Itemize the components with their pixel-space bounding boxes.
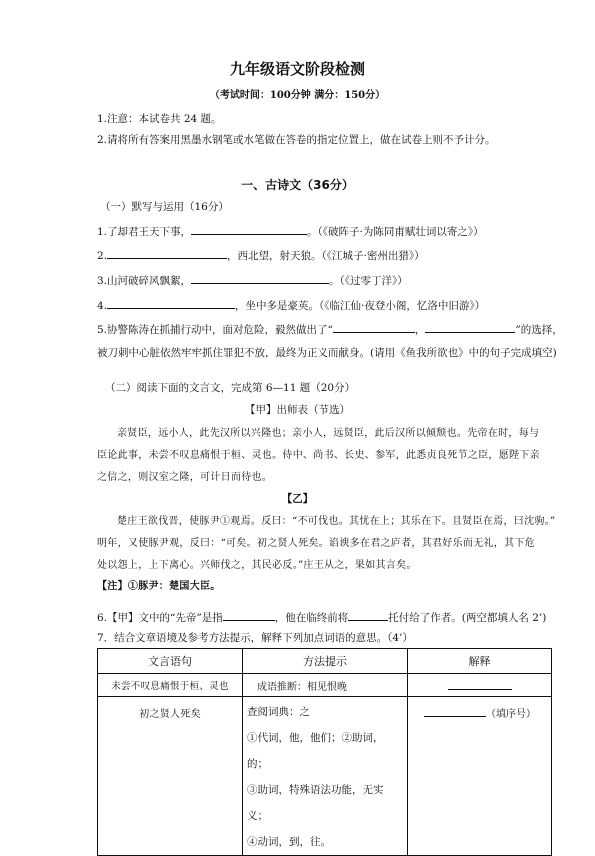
passage-b-line: 处以怨上，上下离心。兴师伐之，其民必反。”庄王从之，果如其言矣。 [97,560,417,571]
table-row [98,697,552,856]
hint-line: ④动词，到，往。 [247,836,331,848]
page-title: 九年级语文阶段检测 [229,60,365,78]
passage-b-heading: 【乙】 [281,493,314,505]
hint-line: ③助词，特殊语法功能，无实义； [247,784,384,822]
table-header: 文言语句 [98,649,243,674]
passage-a-heading: 【甲】出师表（节选） [245,404,350,416]
answer-blank[interactable] [425,321,515,333]
passage-a-line: 臣论此事，未尝不叹息痛恨于桓、灵也。侍中、尚书、长史、参军，此悉贞良死节之臣，愿陛下亲 [97,450,540,461]
question-2: 2. ，西北望，射天狼。（《江城子·密州出猎》） [97,247,425,263]
answer-blank[interactable] [107,247,227,259]
table-cell: 初之贤人死矣 [98,697,243,856]
answer-blank[interactable] [223,609,275,621]
table-cell: 未尝不叹息痛恨于桓、灵也 [98,674,243,697]
exam-info: （考试时间：100分钟 满分：150分） [209,90,386,101]
question-1: 1.了却君王天下事， 。（《破阵子·为陈同甫赋壮词以寄之》） [97,223,484,239]
question-6: 6.【甲】文中的“先帝”是指 ，他在临终前将 托付给了作者。(两空都填人名 2’) [97,609,546,625]
table-header: 方法提示 [243,649,408,674]
answer-blank[interactable] [348,609,388,621]
passage-b-line: 楚庄王欲伐晋，使豚尹①观焉。反曰：“不可伐也。其忧在上；其乐在下。且贤臣在焉，曰沈驹。” [117,516,556,527]
table-cell [408,674,552,697]
question-3: 3.山河破碎风飘絮， 。（《过零丁洋》） [97,272,408,288]
table-row [98,674,552,697]
question-7-stem: 7．结合文章语境及参考方法提示，解释下列加点词语的意思。（4’） [97,632,413,644]
table-cell: 成语推断：相见恨晚 [243,674,408,697]
part2-heading: （二）阅读下面的文言文，完成第 6—11 题（20分） [105,382,356,394]
question-5-line2: 被刀刺中心脏依然牢牢抓住罪犯不放，最终为正义而献身。(请用《鱼我所欲也》中的句子完成填空) [97,347,557,359]
passage-note: 【注】①豚尹：楚国大臣。 [97,581,221,592]
table-cell: （填序号） [408,697,552,856]
question-5: 5.协警陈涛在抓捕行动中，面对危险，毅然做出了“ ， ”的选择， [97,321,563,337]
passage-a-line: 亲贤臣，远小人，此先汉所以兴隆也；亲小人，远贤臣，此后汉所以倾颓也。先帝在时，每与 [117,428,540,439]
hint-line: 查阅词典：之 [247,706,310,718]
answer-blank[interactable] [191,272,329,284]
passage-b-line: 明年，又使豚尹观，反曰：“可矣。初之贤人死矣。谄谀多在君之庐者，其君好乐而无礼，其下危 [97,538,536,549]
section-heading: 一、古诗文（36分） [241,178,354,192]
answer-blank[interactable] [448,678,512,690]
part1-heading: （一）默写与运用（16分） [100,201,229,213]
note-1: 1.注意：本试卷共 24 题。 [97,113,222,125]
answer-blank[interactable] [333,321,415,333]
answer-blank[interactable] [424,705,486,717]
passage-a-line: 之信之，则汉室之隆，可计日而待也。 [97,472,273,483]
answer-blank[interactable] [107,297,235,309]
table-cell [243,697,408,856]
note-2: 2.请将所有答案用黑墨水钢笔或水笔做在答卷的指定位置上，做在试卷上则不予计分。 [97,134,496,146]
answer-blank[interactable] [191,223,307,235]
table-header: 解释 [408,649,552,674]
vocab-table [97,648,552,856]
hint-line: ①代词，他，他们；②助词，的； [247,732,384,770]
question-4: 4. ，坐中多是豪英。（《临江仙·夜登小阁，忆洛中旧游》） [97,297,485,313]
